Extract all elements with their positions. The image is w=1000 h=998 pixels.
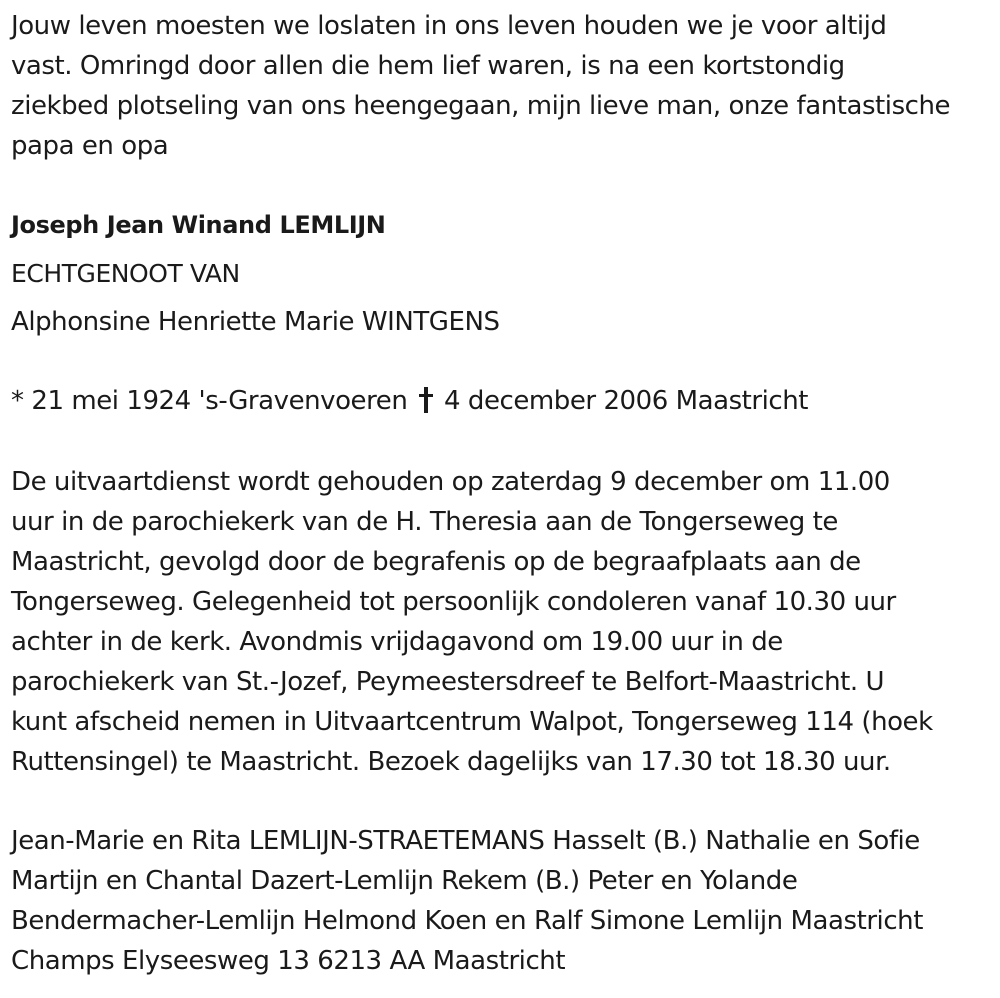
service-line: achter in de kerk. Avondmis vrijdagavond om 19.00 uur in de bbox=[11, 627, 783, 657]
cross-icon bbox=[419, 387, 433, 413]
death-date: 4 december 2006 Maastricht bbox=[444, 386, 809, 416]
family-line: Martijn en Chantal Dazert-Lemlijn Rekem (B.) Peter en Yolande bbox=[11, 866, 798, 896]
family-line: Jean-Marie en Rita LEMLIJN-STRAETEMANS Hasselt (B.) Nathalie en Sofie bbox=[11, 826, 920, 856]
family-paragraph bbox=[11, 821, 923, 981]
intro-paragraph bbox=[11, 6, 950, 166]
service-line: Tongerseweg. Gelegenheid tot persoonlijk condoleren vanaf 10.30 uur bbox=[11, 587, 896, 617]
birth-date: * 21 mei 1924 's-Gravenvoeren bbox=[11, 386, 408, 416]
spouse-name: Alphonsine Henriette Marie WINTGENS bbox=[11, 307, 500, 337]
service-paragraph bbox=[11, 462, 933, 782]
family-line: Champs Elyseesweg 13 6213 AA Maastricht bbox=[11, 946, 566, 976]
service-line: parochiekerk van St.-Jozef, Peymeestersdreef te Belfort-Maastricht. U bbox=[11, 667, 885, 697]
service-line: De uitvaartdienst wordt gehouden op zaterdag 9 december om 11.00 bbox=[11, 467, 890, 497]
intro-line: vast. Omringd door allen die hem lief waren, is na een kortstondig bbox=[11, 51, 845, 81]
intro-line: papa en opa bbox=[11, 131, 169, 161]
service-line: uur in de parochiekerk van de H. Theresia aan de Tongerseweg te bbox=[11, 507, 838, 537]
deceased-name: Joseph Jean Winand LEMLIJN bbox=[11, 211, 386, 239]
spouse-label: ECHTGENOOT VAN bbox=[11, 259, 240, 288]
intro-line: Jouw leven moesten we loslaten in ons leven houden we je voor altijd bbox=[11, 11, 887, 41]
service-line: Ruttensingel) te Maastricht. Bezoek dagelijks van 17.30 tot 18.30 uur. bbox=[11, 747, 891, 777]
family-line: Bendermacher-Lemlijn Helmond Koen en Ralf Simone Lemlijn Maastricht bbox=[11, 906, 923, 936]
service-line: Maastricht, gevolgd door de begrafenis op de begraafplaats aan de bbox=[11, 547, 861, 577]
life-dates bbox=[11, 381, 808, 421]
service-line: kunt afscheid nemen in Uitvaartcentrum Walpot, Tongerseweg 114 (hoek bbox=[11, 707, 933, 737]
intro-line: ziekbed plotseling van ons heengegaan, mijn lieve man, onze fantastische bbox=[11, 91, 951, 121]
